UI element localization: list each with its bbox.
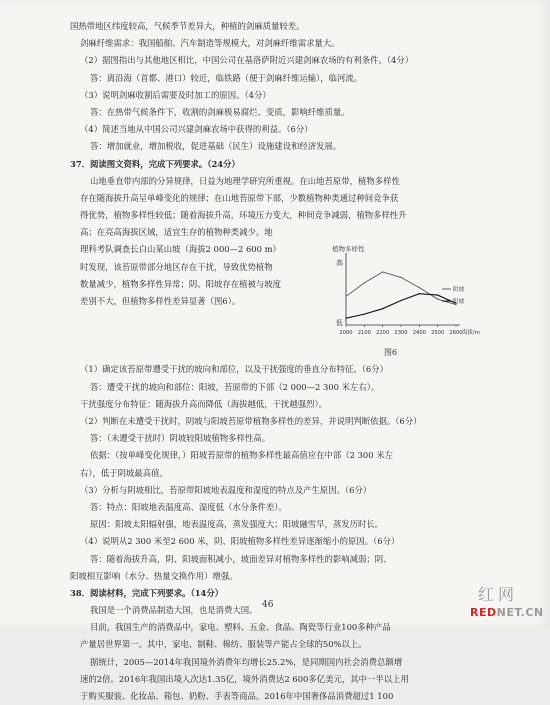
y-axis-high-label: 高 (336, 259, 343, 268)
data-point (400, 277, 401, 278)
text-line: 产量居世界第一。其中，家电、制鞋、棉纺、服装等产能占全球的50%以上。 (80, 639, 367, 650)
text-line: （3）说明剑麻收割后需要及时加工的原因。（4分） (80, 89, 271, 100)
legend-label-sunny: 阳坡 (453, 299, 465, 306)
text-line: 差别不大，但植物多样性差异显著（图6）。 (80, 296, 241, 306)
text-line: 得优势，植物多样性较低；随着海拔升高，环境压力变大，种间竞争减弱，植物多样性升 (80, 210, 407, 221)
data-point (437, 295, 438, 296)
x-tick-label: 2400 (412, 330, 426, 337)
series-line-sunny-slope (346, 294, 456, 318)
x-axis-label: 海拔/m (462, 330, 480, 337)
text-line: 答：在热带气候条件下，收割的剑麻极易腐烂、变质，影响纤维质量。 (90, 106, 350, 117)
y-axis-low-label: 低 (336, 319, 343, 328)
x-tick-label: 2200 (376, 330, 390, 337)
data-point (400, 300, 401, 301)
x-tick-label: 2300 (394, 330, 408, 337)
text-line: 答：随着海拔升高，阴、阳坡面积减小，坡面差异对植物多样性的影响减弱；阴、 (90, 553, 392, 564)
text-line: 目前，我国生产的消费品中，家电、塑料、五金、食品、陶瓷等行业100多种产品 (90, 622, 391, 633)
watermark-chinese: 红网 (478, 585, 519, 604)
text-line: 答：离沿海（首都、港口）较近，临铁路（便于剑麻纤维运输），临河流。 (90, 72, 363, 83)
text-line: （1）确定该苔原带遭受干扰的坡向和部位，以及干扰强度的垂直分布特征。（6分） (80, 364, 388, 375)
data-point (382, 272, 383, 273)
line-chart (328, 243, 483, 343)
text-line: 理科考队调查长白山某山坡（海拔2 000—2 600 m） (80, 244, 281, 255)
text-line: 答：遭受干扰的坡向和部位：阳坡，苔原带的下部（2 000—2 300 米左右）。 (90, 381, 380, 392)
figure-caption: 图6 (384, 348, 398, 358)
text-line: 高；在亮高海拔区域，适宜生存的植物种类减少。地 (80, 227, 273, 238)
text-line: 速的2倍。2016年我国出境人次达1.35亿，境外消费达2 600多亿美元，其中一半以上用 (80, 673, 409, 684)
data-point (419, 287, 420, 288)
data-point (437, 299, 438, 300)
watermark-logo (470, 582, 548, 624)
text-line: 存在随海拔升高呈单峰变化的规律；在山地苔原带下部，少数植物种类通过种间竞争获 (80, 192, 399, 203)
x-tick-label: 2500 (431, 330, 445, 337)
text-line: 我国是一个消费品制造大国，也是消费大国。 (90, 605, 258, 616)
watermark-gray: NET.CN (496, 606, 544, 619)
data-point (419, 294, 420, 295)
watermark-red: RED (470, 606, 497, 619)
figure-paragraph-text (80, 241, 330, 310)
text-line: 数量减少，植物多样性异常；阴、阳坡存在植被与坡度 (80, 278, 281, 289)
text-line: 答：特点：阳坡地表温度高、湿度低（水分条件差）。 (90, 501, 287, 512)
text-line: 于购买服装、化妆品、箱包、奶粉、手表等商品。2016年中国奢侈品消费超过1 100 (80, 691, 394, 701)
text-line: 38．阅读材料，完成下列要求。（14分） (70, 587, 224, 598)
text-line: 国热带地区纬度较高，气候季节差异大，种植的剑麻质量较差。 (70, 21, 305, 31)
text-line: 阳坡相互影响（水分、热量交换作用）增强。 (70, 570, 238, 581)
text-line: 时发现，该苔原带部分地区存在干扰，导致优势植物 (80, 261, 273, 272)
y-axis-title: 植物多样性 (332, 245, 365, 254)
data-point (364, 283, 365, 284)
text-section-top (70, 18, 482, 241)
text-line: （2）据图指出与其他地区相比，中国公司在基洛萨附近兴建剑麻农场的有利条件。（4分） (80, 55, 414, 66)
text-line: 37．阅读图文资料，完成下列要求。（24分） (70, 158, 240, 169)
watermark-text (470, 606, 544, 619)
data-point (382, 309, 383, 310)
x-tick-label: 2600 (449, 330, 463, 337)
data-point (364, 314, 365, 315)
text-line: 干扰强度分布特征：随海拔升高而降低（海拔越低，干扰越强烈）。 (80, 398, 328, 409)
text-line: （3）分析与阴坡相比，苔原带阳坡地表温度和湿度的特点及产生原因。（6分） (80, 484, 372, 495)
text-line: 原因：阳坡太阳辐射强，地表温度高，蒸发强度大；阳坡融雪早，蒸发历时长。 (90, 519, 384, 530)
text-line: 据统计，2005—2014年我国境外消费年均增长25.2%，是同期国内社会消费总额增 (90, 656, 403, 667)
text-line: 剑麻纤维需求：我国船舶、汽车制造等规模大，对剑麻纤维需求量大。 (80, 38, 340, 49)
text-line: 依据：（按单峰变化规律，）阳坡苔原带的植物多样性最高值应在中部（2 300 米左 (90, 450, 393, 461)
legend-label-shady: 阴坡 (453, 287, 465, 294)
text-line: 答：（未遭受干扰时）阴坡较阳坡植物多样性高。 (90, 433, 271, 444)
text-section-bottom (70, 361, 482, 705)
text-line: （2）判断在未遭受干扰时，阴坡与阳坡苔原带植物多样性的差异，并说明判断依据。（6分） (80, 416, 422, 426)
data-point (345, 296, 346, 297)
x-tick-label: 2000 (339, 330, 353, 337)
figure-6-chart (328, 243, 483, 343)
text-line: （4）简述当地从中国公司兴建剑麻农场中获得的利益。（6分） (80, 124, 313, 135)
figure-paragraph-block (70, 241, 482, 358)
text-line: （4）说明从2 300 米至2 600 米，阴、阳坡植物多样性差异逐渐缩小的原因。（6分） (80, 536, 400, 547)
page-number: 46 (262, 600, 274, 610)
page-body (70, 18, 482, 705)
text-line: 山地垂直带内部的分异规律，日益为地理学研究所重视。在山地苔原带，植物多样性 (90, 175, 400, 186)
text-line: 答：增加就业，增加税收，促进基础（民生）设施建设和经济发展。 (90, 141, 342, 152)
x-tick-label: 2100 (357, 330, 371, 337)
data-point (345, 318, 346, 319)
text-line: 右），低于阴坡最高值。 (80, 467, 168, 478)
